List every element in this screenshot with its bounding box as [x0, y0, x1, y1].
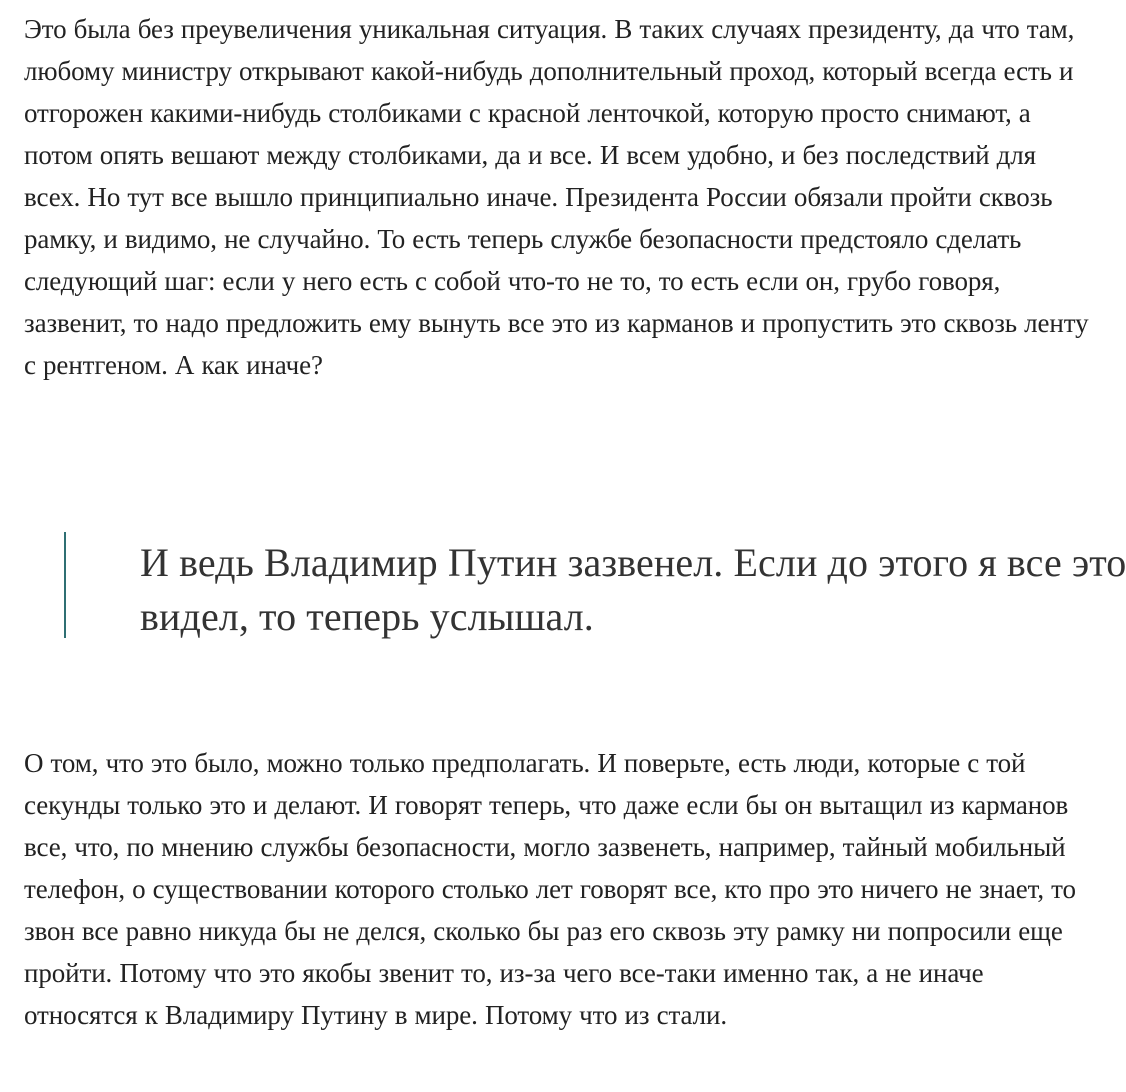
article-paragraph-2: О том, что это было, можно только предполагать. И поверьте, есть люди, которые с той секунды только это и делают. И говорят теперь, что даже если бы он вытащил из карманов все, что, по мнению службы безопасности, могло зазвенеть, например, тайный мобильный телефон, о существовании которого столько лет говорят все, кто про это ничего не знает, то звон все равно никуда бы не делся, сколько бы раз его сквозь эту рамку ни попросили еще пройти. Потому что это якобы звенит то, из-за чего все-таки именно так, а не иначе относятся к Владимиру Путину в мире. Потому что из стали. — [24, 748, 1076, 1030]
pull-quote-bar — [64, 532, 66, 638]
pull-quote — [64, 532, 1126, 638]
pull-quote-text: И ведь Владимир Путин зазвенел. Если до этого я все это видел, то теперь услышал. — [140, 540, 1126, 639]
article-paragraph-1: Это была без преувеличения уникальная ситуация. В таких случаях президенту, да что там, любому министру открывают какой-нибудь дополнительный проход, который всегда есть и отгорожен какими-нибудь столбиками с красной ленточкой, которую просто снимают, а потом опять вешают между столбиками, да и все. И всем удобно, и без последствий для всех. Но тут все вышло принципиально иначе. Президента России обязали пройти сквозь рамку, и видимо, не случайно. То есть теперь службе безопасности предстояло сделать следующий шаг: если у него есть с собой что-то не то, то есть если он, грубо говоря, зазвенит, то надо предложить ему вынуть все это из карманов и пропустить это сквозь ленту с рентгеном. А как иначе? — [24, 14, 1089, 380]
